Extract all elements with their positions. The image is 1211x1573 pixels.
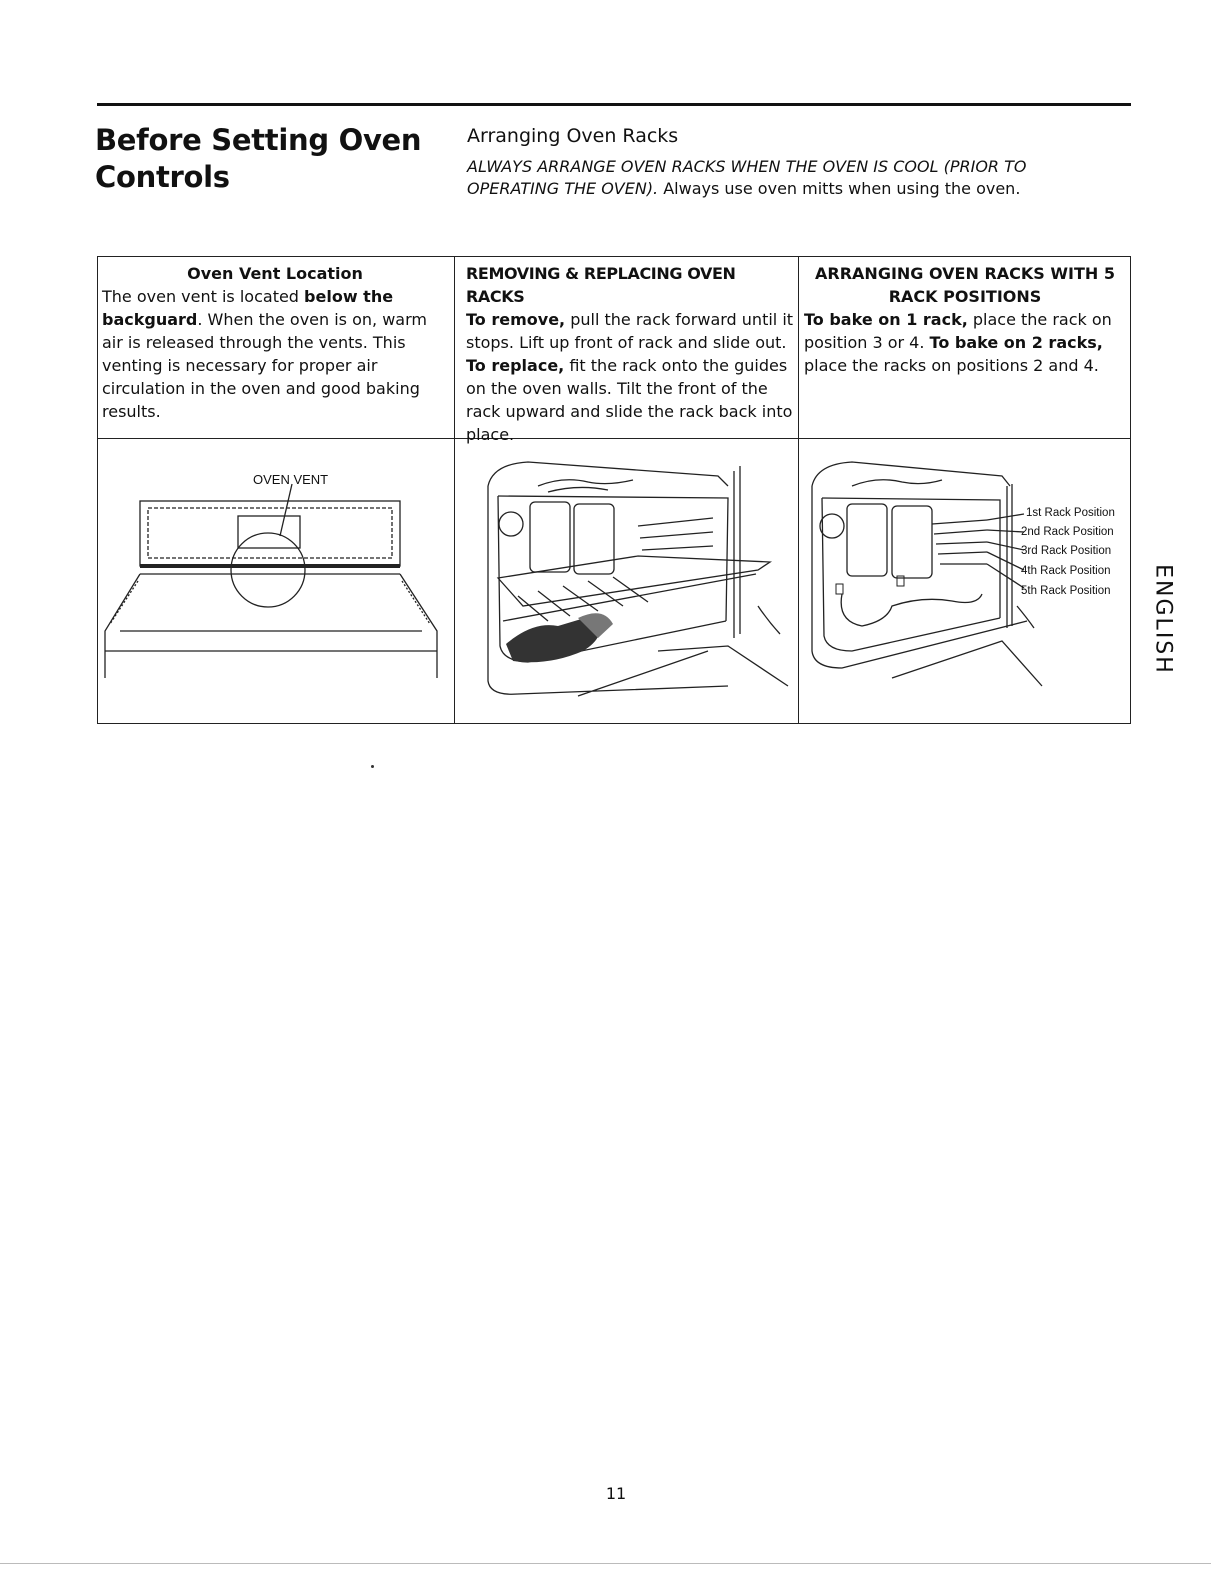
arranging-bold-2: To bake on 2 racks,	[929, 333, 1103, 352]
vent-cell	[102, 262, 448, 423]
rack-position-4-label: 4th Rack Position	[1021, 565, 1111, 577]
removing-bold-2: To replace,	[466, 356, 565, 375]
removing-cell	[466, 262, 796, 446]
rack-position-3-label: 3rd Rack Position	[1021, 545, 1112, 557]
page-title: Before Setting Oven Controls	[95, 123, 422, 194]
caution-text	[467, 156, 1107, 200]
removing-text-1: pull the rack forward until it stops. Lift up front of rack and slide out.	[466, 310, 794, 352]
arranging-text-2: place the racks on positions 2 and 4.	[804, 356, 1099, 375]
vent-text-2: . When the oven is on, warm air is released through the vents. This venting is necessary for proper air circulation in the oven and good baking results.	[102, 310, 427, 421]
vent-text-bold: below the backguard	[102, 287, 394, 329]
arranging-cell	[804, 262, 1126, 377]
arranging-heading: ARRANGING OVEN RACKS WITH 5 RACK POSITIONS	[815, 264, 1115, 306]
removing-bold-1: To remove,	[466, 310, 566, 329]
rack-position-2-label: 2nd Rack Position	[1021, 526, 1114, 538]
language-label: ENGLISH	[1150, 564, 1176, 675]
arranging-text-1: place the rack on position 3 or 4.	[804, 310, 1112, 352]
language-side-tab	[1148, 556, 1176, 686]
oven-vent-illustration	[100, 446, 450, 716]
vent-heading: Oven Vent Location	[187, 264, 363, 283]
top-rule	[97, 103, 1131, 106]
rack-position-1-label: 1st Rack Position	[1026, 507, 1115, 519]
rack-position-5-label: 5th Rack Position	[1021, 585, 1111, 597]
column-divider	[454, 256, 455, 724]
removing-text-2: fit the rack onto the guides on the oven walls. Tilt the front of the rack upward and slide the rack back into place.	[466, 356, 793, 444]
oven-vent-label: OVEN VENT	[253, 472, 329, 487]
arranging-text	[804, 308, 1126, 377]
arranging-bold-1: To bake on 1 rack,	[804, 310, 968, 329]
removing-heading: REMOVING & REPLACING OVEN RACKS	[466, 264, 736, 306]
caution-italic: ALWAYS ARRANGE OVEN RACKS WHEN THE OVEN IS COOL (PRIOR TO OPERATING THE OVEN).	[467, 157, 1027, 198]
vent-text-1: The oven vent is located	[102, 287, 305, 306]
removing-text	[466, 308, 796, 446]
stray-mark	[371, 765, 374, 768]
bottom-edge	[0, 1563, 1211, 1564]
vent-text	[102, 285, 448, 423]
caution-normal: Always use oven mitts when using the oven.	[658, 179, 1021, 198]
rack-positions-illustration	[802, 446, 1130, 716]
section-title: Arranging Oven Racks	[467, 125, 679, 147]
rack-removal-illustration	[458, 446, 794, 716]
column-divider	[798, 256, 799, 724]
page-number: 11	[605, 1484, 627, 1503]
